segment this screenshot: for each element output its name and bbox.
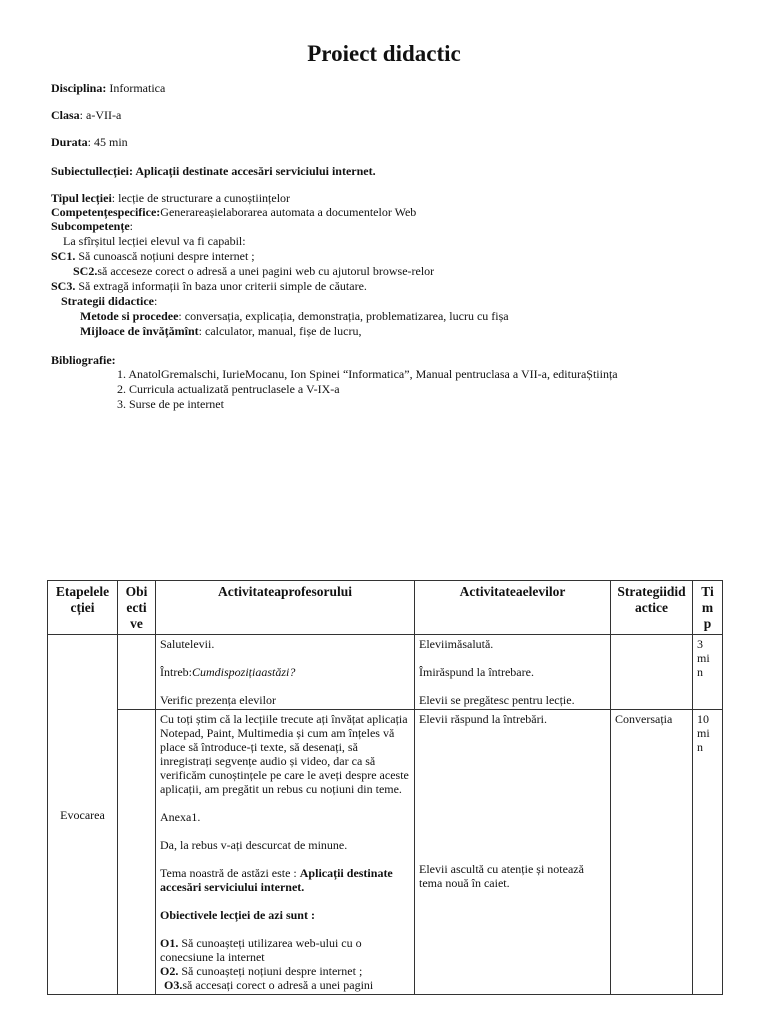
header-activitate-elevi: Activitateaelevilor xyxy=(415,581,611,635)
lesson-topic: Aplicații destinate accesări serviciului internet. xyxy=(160,866,393,894)
table-header-row xyxy=(48,581,723,635)
durata-value: : 45 min xyxy=(87,135,128,149)
sc3-line xyxy=(51,279,367,294)
tipul-label: Tipul lecției xyxy=(51,191,112,205)
sc3-label: SC3. xyxy=(51,279,76,293)
sc2-value: să acceseze corect o adresă a unei pagini web cu ajutorul browse-relor xyxy=(97,264,435,278)
strategii-value: : xyxy=(153,294,158,308)
sc1-label: SC1. xyxy=(51,249,76,263)
tipul-line xyxy=(51,191,290,206)
mijloace-label: Mijloace de învățămînt xyxy=(80,324,199,338)
bibliografie-label: Bibliografie: xyxy=(51,353,116,367)
elevi-text: Elevii răspund la întrebări. xyxy=(419,712,547,726)
subcompetente-line xyxy=(51,219,133,234)
bibliografie-item: 3. Surse de pe internet xyxy=(117,397,224,411)
header-timp: Ti m p xyxy=(693,581,723,635)
sc1-line xyxy=(51,249,255,264)
strategy-cell: Conversația xyxy=(611,710,693,995)
bibliografie-list xyxy=(117,367,618,412)
disciplina-line xyxy=(51,81,165,96)
competente-label: Competențespecifice: xyxy=(51,205,161,219)
mijloace-line xyxy=(51,324,361,339)
header-obiective: Obi ecti ve xyxy=(118,581,156,635)
competente-value: Generareașielaborarea automata a documentelor Web xyxy=(160,205,417,219)
disciplina-value: Informatica xyxy=(106,81,166,95)
sc1-value: Să cunoască noțiuni despre internet ; xyxy=(75,249,255,263)
lesson-plan-table xyxy=(47,580,723,995)
tipul-value: : lecție de structurare a cunoștiințelor xyxy=(111,191,291,205)
prof-question: Cumdispozițiaastăzi? xyxy=(192,665,296,679)
metode-value: : conversația, explicația, demonstrația, problematizarea, lucru cu fișa xyxy=(178,309,509,323)
elevi-cell xyxy=(415,710,611,995)
prof-text: Da, la rebus v-ați descurcat de minune. xyxy=(160,838,348,852)
bibliografie-item: 1. AnatolGremalschi, IurieMocanu, Ion Spinei “Informatica”, Manual pentruclasa a VII-a, edituraȘtiința xyxy=(117,367,618,381)
subcompetente-value: : xyxy=(129,219,134,233)
prof-text: Cu toți știm că la lecțiile trecute ați învățat aplicația Notepad, Paint, Multimedia și cum am înțeles vă place să întroduce-ți texte, să desenați, să inregistrați segvențe audio și video, dar ca să verificăm cunoștințele pe care le aveți despre aceste aplicații, am pregătit un rebus cu noțiuni din teme. xyxy=(160,712,409,796)
time-cell: 3 mi n xyxy=(693,635,723,710)
sc3-value: Să extragă informații în baza unor criterii simple de căutare. xyxy=(75,279,367,293)
capabil-line: La sfîrșitul lecției elevul va fi capabil: xyxy=(63,234,246,248)
subiect-value: : Aplicații destinate accesări serviciului internet. xyxy=(129,164,376,178)
subiect-label: Subiectullecției xyxy=(51,164,129,178)
durata-label: Durata xyxy=(51,135,88,149)
prof-cell xyxy=(156,710,415,995)
objective-item: O2. Să cunoașteți noțiuni despre internet ; xyxy=(160,964,363,978)
subiect-line xyxy=(51,164,376,179)
sc2-label: SC2. xyxy=(73,264,98,278)
bibliografie-item: 2. Curricula actualizată pentruclasele a V-IX-a xyxy=(117,382,340,396)
objectives-cell xyxy=(118,710,156,995)
subcompetente-label: Subcompetențe xyxy=(51,219,130,233)
prof-text: Anexa1. xyxy=(160,810,201,824)
objective-item: O1. Să cunoașteți utilizarea web-ului cu o conecsiune la internet xyxy=(160,936,362,964)
elevi-text: Eleviimăsalută. xyxy=(419,637,494,651)
table-row xyxy=(48,710,723,995)
time-cell: 10 mi n xyxy=(693,710,723,995)
clasa-label: Clasa xyxy=(51,108,80,122)
elevi-text: Îmirăspund la întrebare. xyxy=(419,665,534,679)
page-title: Proiect didactic xyxy=(307,41,461,66)
clasa-line xyxy=(51,108,121,123)
competente-line xyxy=(51,205,416,220)
metode-label: Metode si procedee xyxy=(80,309,179,323)
sc2-line xyxy=(51,264,434,279)
strategii-line xyxy=(51,294,157,309)
objectives-cell xyxy=(118,635,156,710)
strategii-label: Strategii didactice xyxy=(61,294,154,308)
elevi-text: Elevii se pregătesc pentru lecție. xyxy=(419,693,575,707)
prof-cell xyxy=(156,635,415,710)
prof-text: Verific prezența elevilor xyxy=(160,693,276,707)
stage-cell: Evocarea xyxy=(48,635,118,995)
mijloace-value: : calculator, manual, fișe de lucru, xyxy=(198,324,362,338)
header-etape: Etapelele cției xyxy=(48,581,118,635)
objective-item: O3.să accesați corect o adresă a unei pagini xyxy=(164,978,374,992)
header-strategii: Strategiidid actice xyxy=(611,581,693,635)
clasa-value: : a-VII-a xyxy=(79,108,122,122)
disciplina-label: Disciplina: xyxy=(51,81,107,95)
strategy-cell xyxy=(611,635,693,710)
table-row xyxy=(48,635,723,710)
prof-text: Tema noastră de astăzi este : Aplicații destinate accesări serviciului internet. xyxy=(160,866,393,894)
elevi-cell xyxy=(415,635,611,710)
elevi-text: Elevii ascultă cu atenție și notează tema nouă în caiet. xyxy=(419,862,584,890)
metode-line xyxy=(51,309,509,324)
prof-text: Salutelevii. xyxy=(160,637,215,651)
durata-line xyxy=(51,135,128,150)
objectives-heading: Obiectivele lecției de azi sunt : xyxy=(160,908,315,922)
header-activitate-profesor: Activitateaprofesorului xyxy=(156,581,415,635)
prof-text: Întreb:Cumdispozițiaastăzi? xyxy=(160,665,296,679)
